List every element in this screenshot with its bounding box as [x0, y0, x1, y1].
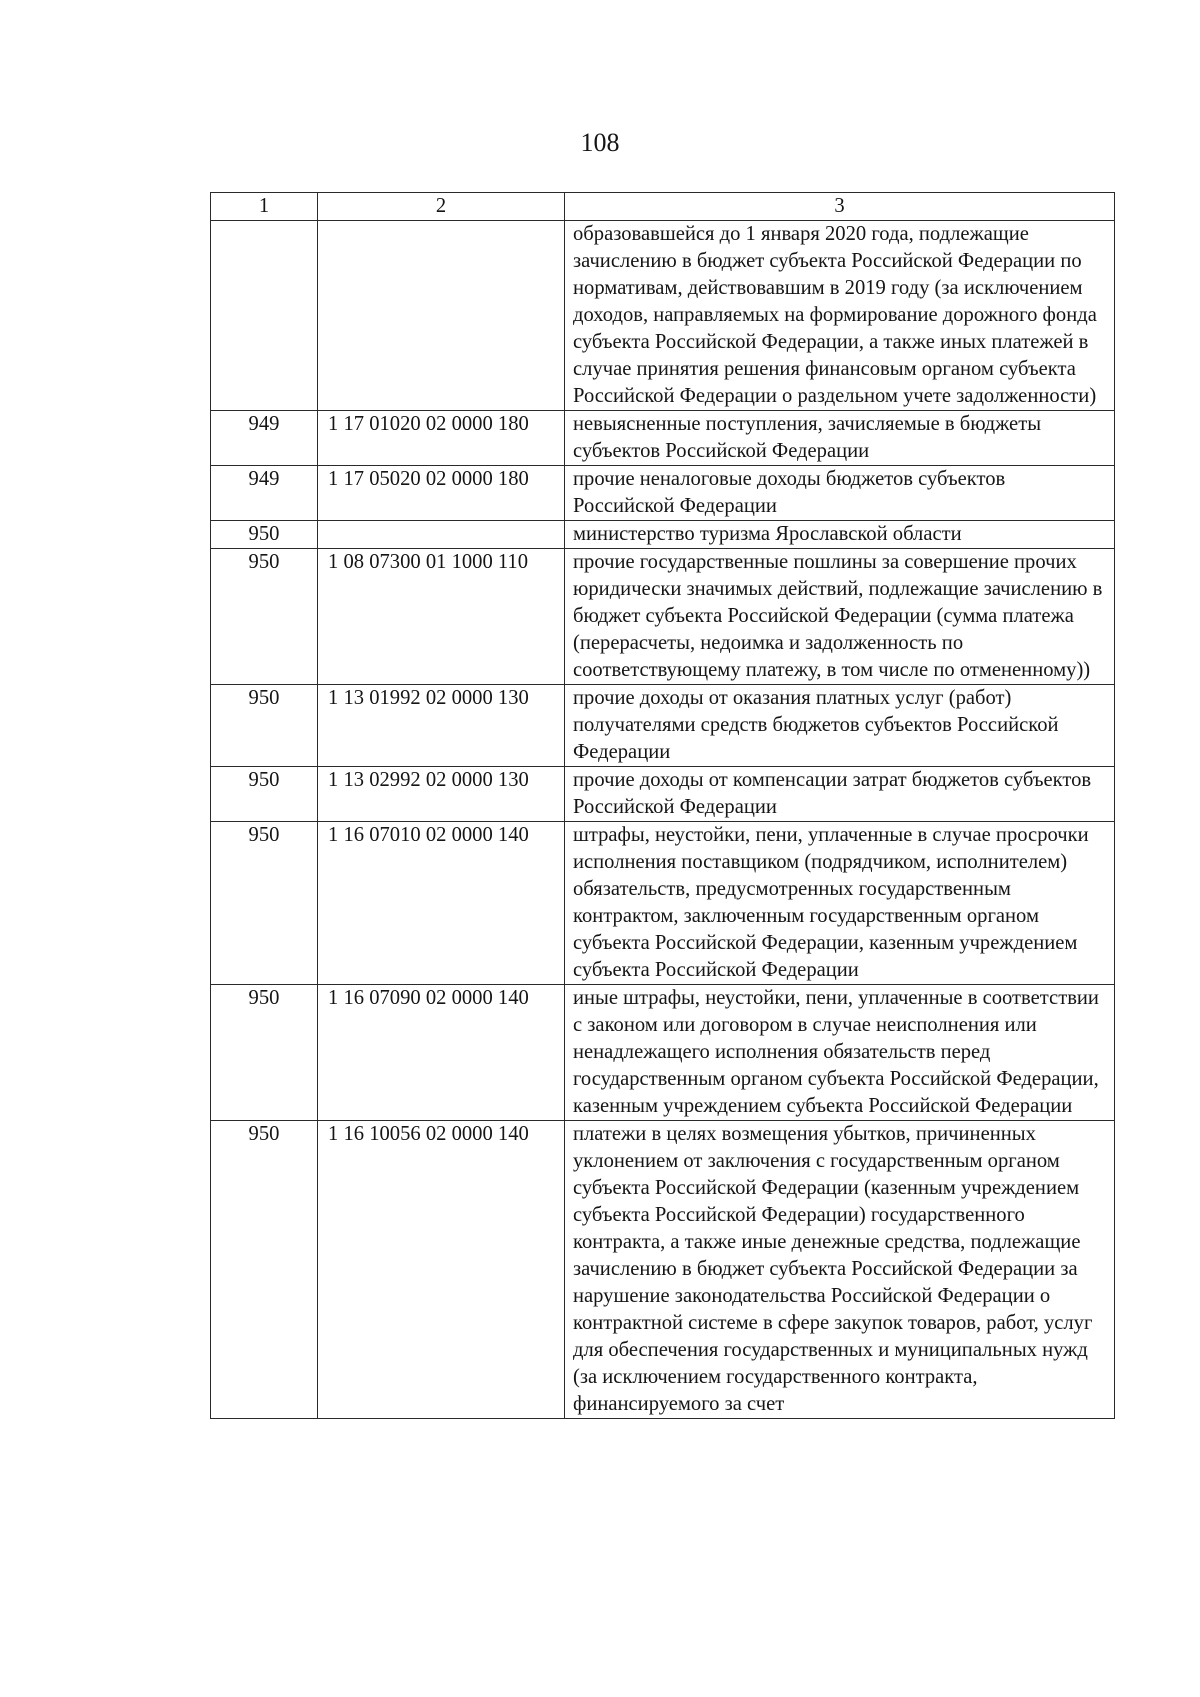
- table-row: [211, 767, 1115, 822]
- table-row: [211, 549, 1115, 685]
- budget-code-cell: 1 17 05020 02 0000 180: [318, 466, 565, 521]
- column-header-2: 2: [318, 193, 565, 221]
- table-row: [211, 985, 1115, 1121]
- admin-code-cell: 949: [211, 411, 318, 466]
- admin-code-cell: 950: [211, 822, 318, 985]
- description-cell: образовавшейся до 1 января 2020 года, подлежащие зачислению в бюджет субъекта Российской Федерации по нормативам, действовавшим в 2019 году (за исключением доходов, направляемых на формирование дорожного фонда субъекта Российской Федерации, а также иных платежей в случае принятия решения финансовым органом субъекта Российской Федерации о раздельном учете задолженности): [565, 221, 1115, 411]
- table-row: [211, 822, 1115, 985]
- description-cell: прочие государственные пошлины за совершение прочих юридически значимых действий, подлежащие зачислению в бюджет субъекта Российской Федерации (сумма платежа (перерасчеты, недоимка и задолженность по соответствующему платежу, в том числе по отмененному)): [565, 549, 1115, 685]
- table-row: [211, 411, 1115, 466]
- budget-code-cell: 1 16 07090 02 0000 140: [318, 985, 565, 1121]
- description-cell: штрафы, неустойки, пени, уплаченные в случае просрочки исполнения поставщиком (подрядчиком, исполнителем) обязательств, предусмотренных государственным контрактом, заключенным государственным органом субъекта Российской Федерации, казенным учреждением субъекта Российской Федерации: [565, 822, 1115, 985]
- admin-code-cell: 950: [211, 549, 318, 685]
- budget-code-cell: 1 16 10056 02 0000 140: [318, 1121, 565, 1419]
- column-header-3: 3: [565, 193, 1115, 221]
- description-cell: прочие доходы от оказания платных услуг (работ) получателями средств бюджетов субъектов Российской Федерации: [565, 685, 1115, 767]
- description-cell: невыясненные поступления, зачисляемые в бюджеты субъектов Российской Федерации: [565, 411, 1115, 466]
- description-cell: иные штрафы, неустойки, пени, уплаченные в соответствии с законом или договором в случае неисполнения или ненадлежащего исполнения обязательств перед государственным органом субъекта Российской Федерации, казенным учреждением субъекта Российской Федерации: [565, 985, 1115, 1121]
- budget-code-cell: [318, 221, 565, 411]
- table-row: [211, 685, 1115, 767]
- description-cell: прочие доходы от компенсации затрат бюджетов субъектов Российской Федерации: [565, 767, 1115, 822]
- page-number: 108: [580, 128, 620, 157]
- table-row: [211, 521, 1115, 549]
- description-cell: прочие неналоговые доходы бюджетов субъектов Российской Федерации: [565, 466, 1115, 521]
- budget-code-cell: 1 13 02992 02 0000 130: [318, 767, 565, 822]
- admin-code-cell: 950: [211, 1121, 318, 1419]
- description-cell: платежи в целях возмещения убытков, причиненных уклонением от заключения с государственным органом субъекта Российской Федерации (казенным учреждением субъекта Российской Федерации) государственного контракта, а также иные денежные средства, подлежащие зачислению в бюджет субъекта Российской Федерации за нарушение законодательства Российской Федерации о контрактной системе в сфере закупок товаров, работ, услуг для обеспечения государственных и муниципальных нужд (за исключением государственного контракта, финансируемого за счет: [565, 1121, 1115, 1419]
- table-row: [211, 1121, 1115, 1419]
- admin-code-cell: 950: [211, 767, 318, 822]
- admin-code-cell: 950: [211, 521, 318, 549]
- budget-code-cell: 1 13 01992 02 0000 130: [318, 685, 565, 767]
- budget-code-cell: 1 08 07300 01 1000 110: [318, 549, 565, 685]
- table-row: [211, 221, 1115, 411]
- description-cell: министерство туризма Ярославской области: [565, 521, 1115, 549]
- budget-code-cell: [318, 521, 565, 549]
- column-header-1: 1: [211, 193, 318, 221]
- admin-code-cell: [211, 221, 318, 411]
- admin-code-cell: 950: [211, 985, 318, 1121]
- admin-code-cell: 949: [211, 466, 318, 521]
- revenue-codes-table: [210, 192, 1115, 1419]
- budget-code-cell: 1 17 01020 02 0000 180: [318, 411, 565, 466]
- table-row: [211, 466, 1115, 521]
- admin-code-cell: 950: [211, 685, 318, 767]
- table-header-row: [211, 193, 1115, 221]
- budget-code-cell: 1 16 07010 02 0000 140: [318, 822, 565, 985]
